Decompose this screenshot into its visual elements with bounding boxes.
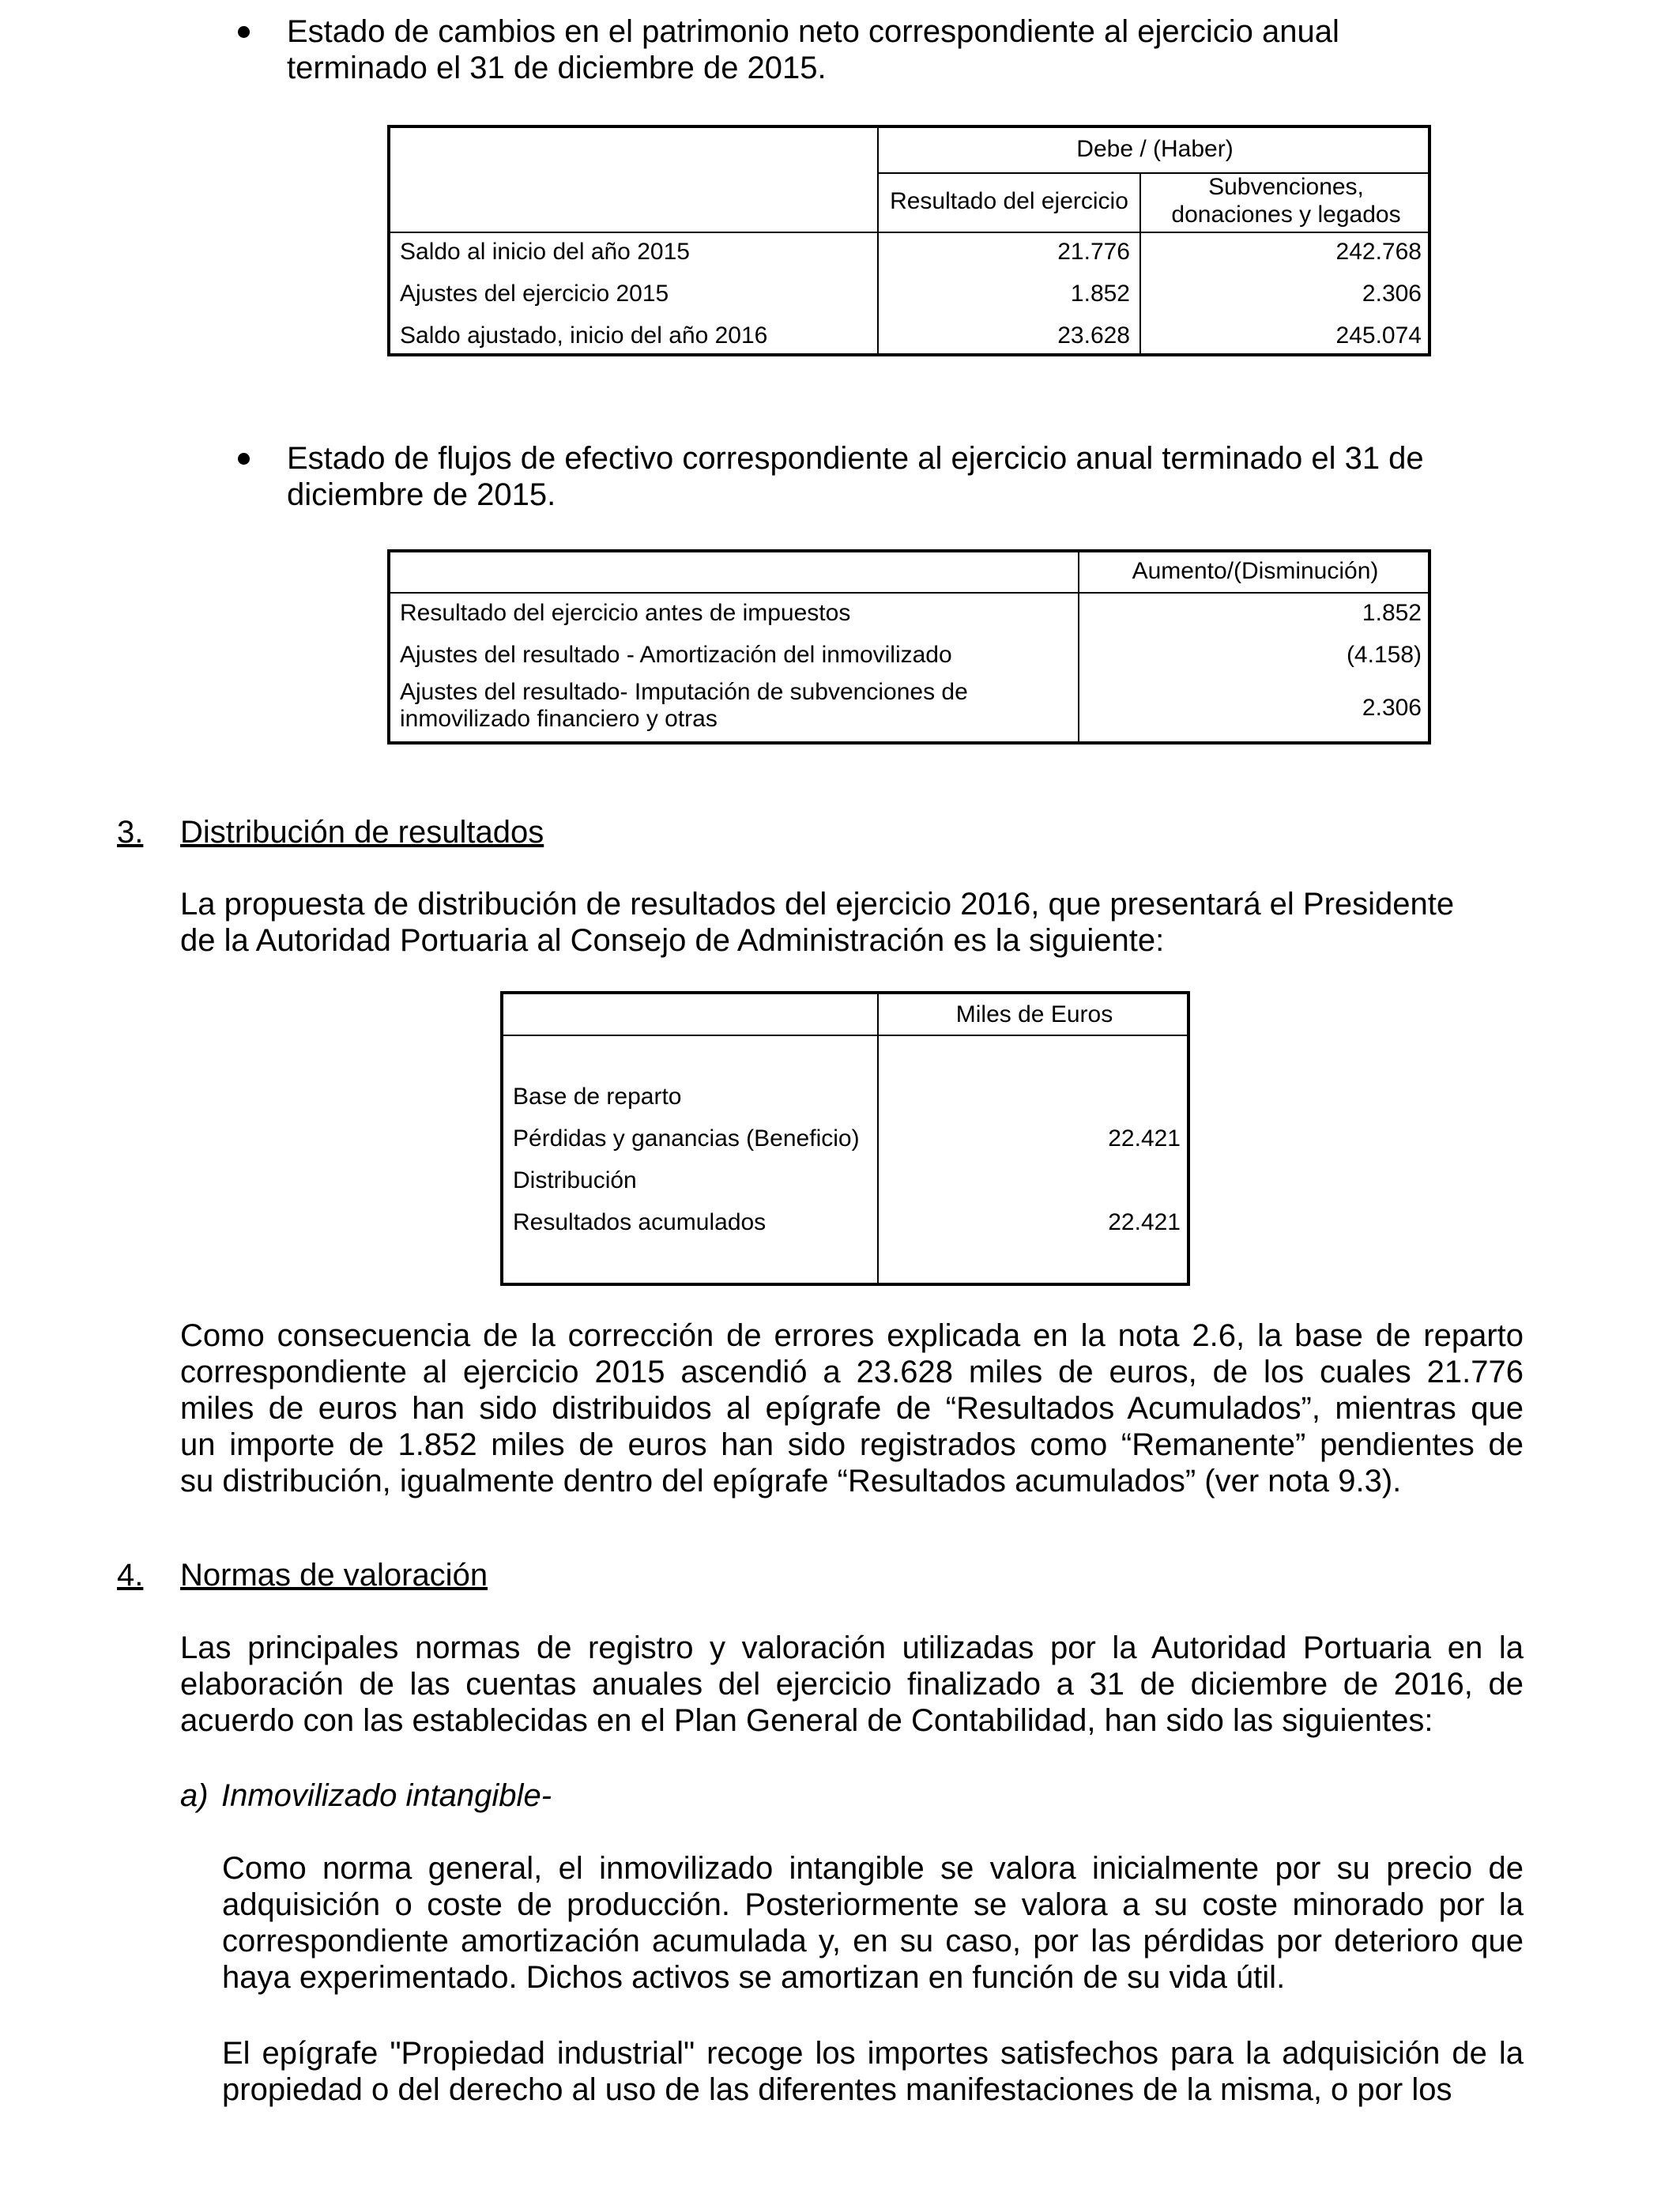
text-line: La propuesta de distribución de resultados del ejercicio 2016, que presentará el Presidente (180, 887, 1455, 922)
bullet-text-flujos (287, 440, 1535, 513)
text-line: Como norma general, el inmovilizado intangible se valora inicialmente por su precio de (222, 1851, 1524, 1886)
text-line: Estado de cambios en el patrimonio neto correspondiente al ejercicio anual (287, 14, 1339, 49)
row-value: 1.852 (1362, 600, 1422, 626)
column-header-miles-euros: Miles de Euros (955, 1001, 1113, 1027)
row-label (400, 679, 968, 733)
text-line: terminado el 31 de diciembre de 2015. (287, 51, 827, 85)
section-heading-3 (117, 814, 749, 850)
row-value: 1.852 (1070, 281, 1130, 307)
row-value: (4.158) (1346, 642, 1422, 668)
row-value: 21.776 (1057, 239, 1130, 265)
header-line: donaciones y legados (1171, 202, 1401, 228)
row-label: Resultados acumulados (513, 1209, 767, 1235)
text-line: Las principales normas de registro y valoración utilizadas por la Autoridad Portuaria en la (180, 1630, 1524, 1665)
text-line: diciembre de 2015. (287, 477, 556, 512)
text-line: Estado de flujos de efectivo correspondiente al ejercicio anual terminado el 31 de (287, 441, 1424, 476)
subsection-marker: a) (180, 1778, 209, 1813)
text-line: correspondiente al ejercicio 2015 ascendió a 23.628 miles de euros, de los cuales 21.776 (180, 1355, 1524, 1389)
row-label: Saldo ajustado, inicio del año 2016 (400, 322, 768, 349)
subsection-heading-a (180, 1777, 891, 1814)
column-header-resultado: Resultado del ejercicio (890, 188, 1128, 214)
table-patrimonio-neto (387, 125, 1431, 356)
text-line: miles de euros han sido distribuidos al epígrafe de “Resultados Acumulados”, mientras que (180, 1391, 1524, 1426)
table-flujos-efectivo (387, 549, 1431, 745)
section-number: 3. (117, 815, 144, 850)
text-line: Como consecuencia de la corrección de errores explicada en la nota 2.6, la base de reparto (180, 1318, 1524, 1353)
subsection-title: Inmovilizado intangible- (221, 1778, 552, 1813)
bullet-text-patrimonio (287, 13, 1535, 86)
section3-paragraph (180, 886, 1524, 959)
column-header-aumento: Aumento/(Disminución) (1132, 558, 1379, 584)
bullet-icon (238, 26, 250, 38)
row-label: Saldo al inicio del año 2015 (400, 239, 690, 265)
text-line: acuerdo con las establecidas en el Plan General de Contabilidad, han sido las siguientes: (180, 1703, 1433, 1738)
row-value: 242.768 (1335, 239, 1422, 265)
row-label: Base de reparto (513, 1084, 682, 1110)
section-heading-4 (117, 1557, 749, 1593)
text-line: de la Autoridad Portuaria al Consejo de Administración es la siguiente: (180, 923, 1165, 958)
text-line: un importe de 1.852 miles de euros han sido registrados como “Remanente” pendientes de (180, 1427, 1524, 1462)
row-value: 2.306 (1362, 281, 1422, 307)
text-line: elaboración de las cuentas anuales del ejercicio finalizado a 31 de diciembre de 2016, de (180, 1667, 1524, 1702)
row-value: 245.074 (1335, 322, 1422, 349)
row-value: 23.628 (1057, 322, 1130, 349)
subsection-a-paragraph-2 (222, 2035, 1524, 2108)
row-value: 22.421 (1108, 1209, 1181, 1235)
text-line: haya experimentado. Dichos activos se amortizan en función de su vida útil. (222, 1960, 1286, 1995)
section-number: 4. (117, 1558, 144, 1593)
subsection-a-paragraph-1 (222, 1850, 1524, 1996)
text-line: propiedad o del derecho al uso de las diferentes manifestaciones de la misma, o por los (222, 2072, 1452, 2107)
label-line: Ajustes del resultado- Imputación de subvenciones de (400, 679, 968, 705)
section4-paragraph (180, 1630, 1524, 1739)
text-line: correspondiente amortización acumulada y, en su caso, por las pérdidas por deterioro que (222, 1924, 1524, 1958)
table-distribucion (500, 991, 1190, 1286)
text-line: adquisición o coste de producción. Posteriormente se valora a su coste minorado por la (222, 1887, 1524, 1922)
row-label: Pérdidas y ganancias (Beneficio) (513, 1125, 860, 1152)
text-line: su distribución, igualmente dentro del epígrafe “Resultados acumulados” (ver nota 9.3). (180, 1464, 1402, 1498)
bullet-icon (238, 453, 250, 465)
label-line: inmovilizado financiero y otras (400, 706, 718, 732)
column-header-subvenciones (1141, 173, 1431, 228)
text-line: El epígrafe "Propiedad industrial" recoge los importes satisfechos para la adquisición de la (222, 2036, 1524, 2071)
section-title: Distribución de resultados (180, 815, 544, 850)
row-value: 2.306 (1362, 695, 1422, 721)
section-title: Normas de valoración (180, 1558, 488, 1593)
row-label: Ajustes del ejercicio 2015 (400, 281, 669, 307)
row-label: Resultado del ejercicio antes de impuestos (400, 600, 851, 626)
header-line: Subvenciones, (1208, 174, 1364, 200)
table-group-header: Debe / (Haber) (1076, 136, 1234, 162)
row-label: Distribución (513, 1167, 637, 1193)
correccion-errores-paragraph (180, 1318, 1524, 1499)
row-label: Ajustes del resultado - Amortización del inmovilizado (400, 642, 952, 668)
row-value: 22.421 (1108, 1125, 1181, 1152)
